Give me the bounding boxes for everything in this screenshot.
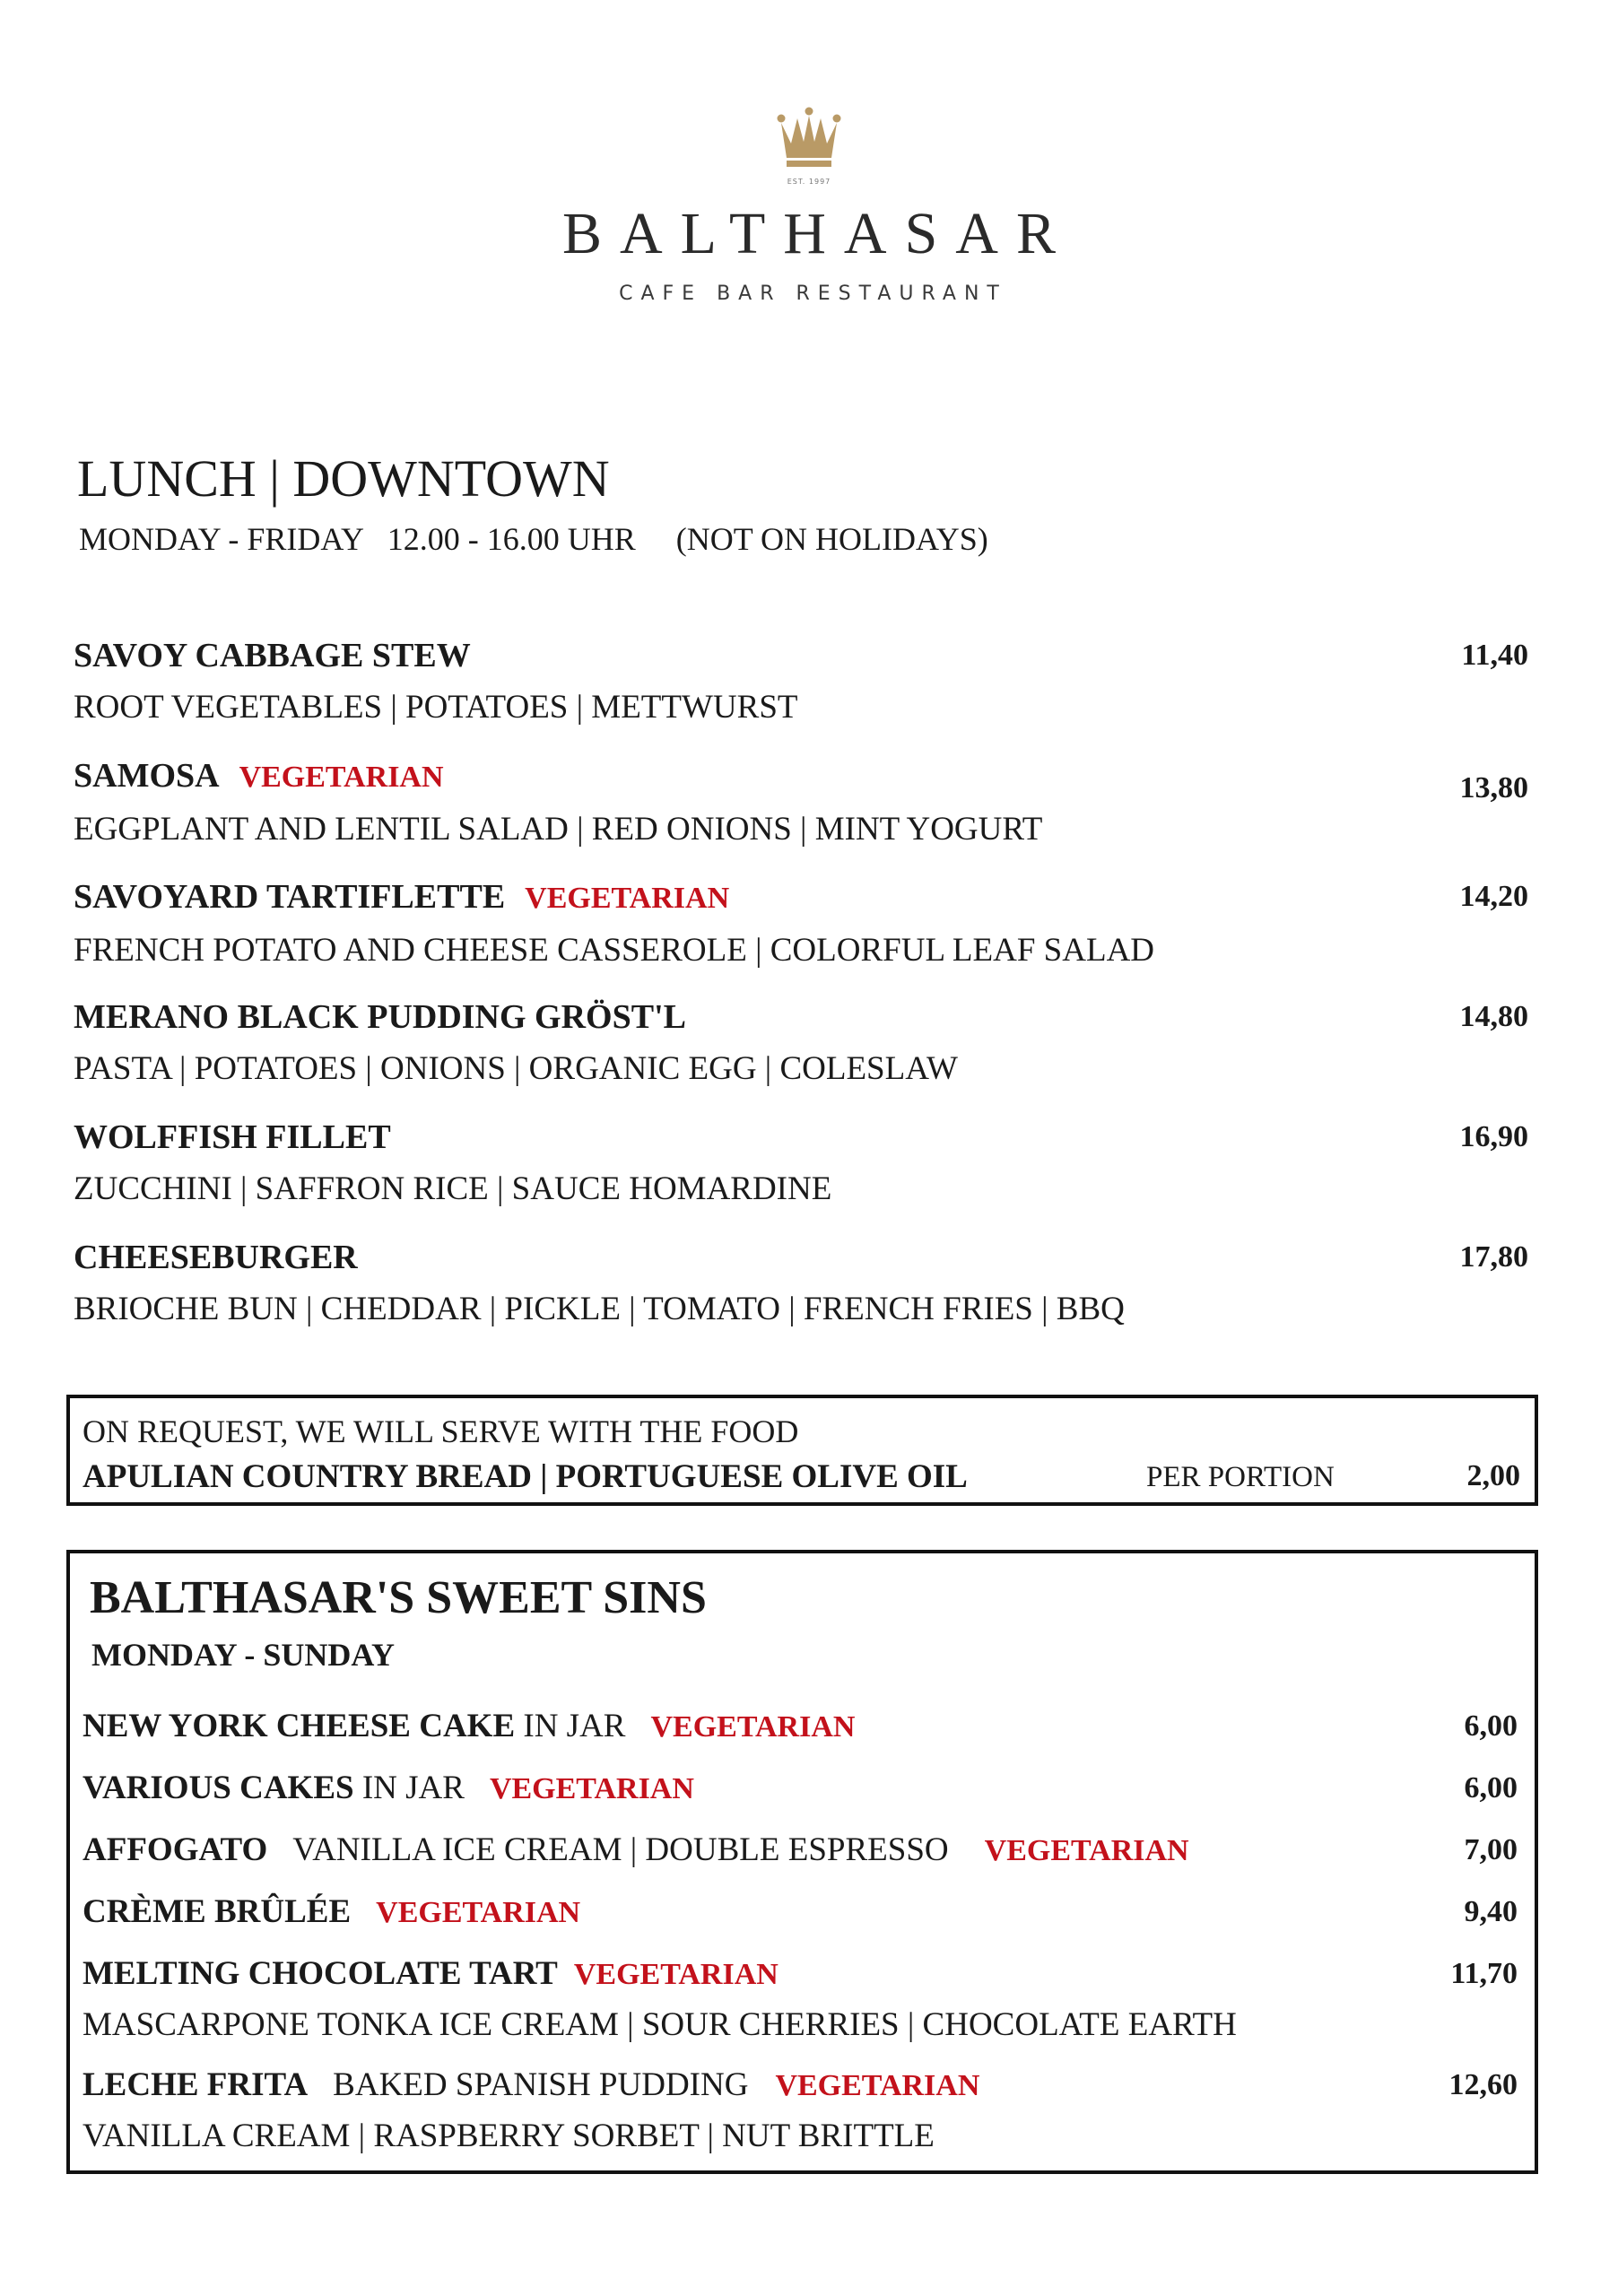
lunch-item [74, 635, 1528, 728]
dish-name: CHEESEBURGER [74, 1239, 358, 1276]
vegetarian-badge: VEGETARIAN [650, 1710, 856, 1744]
dessert-item [83, 1768, 1518, 1810]
bread-name: APULIAN COUNTRY BREAD | PORTUGUESE OLIVE OIL [83, 1458, 968, 1495]
lunch-days: MONDAY - FRIDAY [79, 521, 363, 557]
dish-description: EGGPLANT AND LENTIL SALAD | RED ONIONS | MINT YOGURT [74, 811, 1043, 848]
lunch-time: 12.00 - 16.00 UHR [387, 521, 636, 557]
dish-description: PASTA | POTATOES | ONIONS | ORGANIC EGG | COLESLAW [74, 1050, 958, 1087]
dish-name: SAMOSA [74, 757, 220, 795]
dish-price: 16,90 [1459, 1120, 1528, 1153]
lunch-note: (NOT ON HOLIDAYS) [675, 521, 988, 557]
dish-price: 14,20 [1459, 880, 1528, 913]
vegetarian-badge: VEGETARIAN [239, 761, 444, 794]
vegetarian-badge: VEGETARIAN [984, 1834, 1189, 1867]
vegetarian-badge: VEGETARIAN [775, 2069, 980, 2102]
lunch-item [74, 1237, 1528, 1330]
bread-box [66, 1395, 1538, 1506]
dessert-name: CRÈME BRÛLÉE [83, 1893, 352, 1930]
lunch-title: LUNCH | DOWNTOWN [77, 449, 610, 508]
dessert-extra: BAKED SPANISH PUDDING [333, 2066, 749, 2103]
dessert-price: 9,40 [1464, 1895, 1518, 1928]
vegetarian-badge: VEGETARIAN [525, 882, 730, 915]
dish-name: SAVOY CABBAGE STEW [74, 637, 471, 674]
dessert-price: 11,70 [1450, 1957, 1518, 1990]
crown-icon [776, 106, 842, 172]
dish-name: WOLFFISH FILLET [74, 1118, 391, 1156]
dessert-item [83, 1706, 1518, 1748]
dish-price: 14,80 [1459, 1000, 1528, 1033]
dish-name: MERANO BLACK PUDDING GRÖST'L [74, 998, 686, 1036]
dessert-price: 7,00 [1464, 1833, 1518, 1866]
dessert-item [83, 1953, 1518, 2046]
dessert-name: VARIOUS CAKES [83, 1770, 354, 1806]
sweets-title: BALTHASAR'S SWEET SINS [90, 1572, 707, 1623]
dish-description: FRENCH POTATO AND CHEESE CASSEROLE | COLORFUL LEAF SALAD [74, 932, 1155, 969]
sweets-days: MONDAY - SUNDAY [91, 1637, 396, 1673]
dessert-name: LECHE FRITA [83, 2066, 309, 2103]
dessert-description: VANILLA CREAM | RASPBERRY SORBET | NUT BRITTLE [83, 2118, 935, 2154]
dessert-extra: VANILLA ICE CREAM | DOUBLE ESPRESSO [292, 1831, 949, 1868]
dessert-extra: IN JAR [361, 1770, 465, 1806]
lunch-item [74, 755, 1528, 850]
dish-name: SAVOYARD TARTIFLETTE [74, 878, 506, 916]
dessert-item [83, 1830, 1518, 1872]
dessert-description: MASCARPONE TONKA ICE CREAM | SOUR CHERRIES | CHOCOLATE EARTH [83, 2006, 1237, 2043]
dessert-extra: IN JAR [523, 1708, 626, 1744]
bread-price: 2,00 [1466, 1459, 1520, 1492]
dessert-item [83, 1892, 1518, 1934]
vegetarian-badge: VEGETARIAN [489, 1772, 694, 1805]
dish-description: ZUCCHINI | SAFFRON RICE | SAUCE HOMARDINE [74, 1170, 832, 1207]
sweets-box [66, 1550, 1538, 2174]
lunch-item [74, 876, 1528, 971]
dessert-name: AFFOGATO [83, 1831, 268, 1868]
dessert-price: 12,60 [1448, 2068, 1518, 2101]
lunch-item [74, 996, 1528, 1090]
brand-subtitle: CAFE BAR RESTAURANT [619, 283, 1007, 305]
dish-price: 17,80 [1459, 1240, 1528, 1274]
brand-name: BALTHASAR [562, 201, 1074, 266]
vegetarian-badge: VEGETARIAN [376, 1896, 581, 1929]
lunch-item [74, 1117, 1528, 1210]
lunch-hours [79, 520, 988, 558]
bread-intro: ON REQUEST, WE WILL SERVE WITH THE FOOD [83, 1413, 799, 1449]
dessert-item [83, 2065, 1518, 2157]
dessert-name: NEW YORK CHEESE CAKE [83, 1708, 516, 1744]
dessert-name: MELTING CHOCOLATE TART [83, 1955, 558, 1992]
dish-price: 13,80 [1459, 771, 1528, 804]
est-label: EST. 1997 [787, 178, 831, 186]
dish-description: BRIOCHE BUN | CHEDDAR | PICKLE | TOMATO | FRENCH FRIES | BBQ [74, 1291, 1125, 1327]
brand-header [0, 106, 1618, 305]
bread-unit: PER PORTION [1146, 1461, 1335, 1493]
dish-price: 11,40 [1461, 639, 1528, 672]
dessert-price: 6,00 [1464, 1709, 1518, 1743]
dish-description: ROOT VEGETABLES | POTATOES | METTWURST [74, 689, 798, 726]
vegetarian-badge: VEGETARIAN [573, 1958, 779, 1991]
dessert-price: 6,00 [1464, 1771, 1518, 1805]
